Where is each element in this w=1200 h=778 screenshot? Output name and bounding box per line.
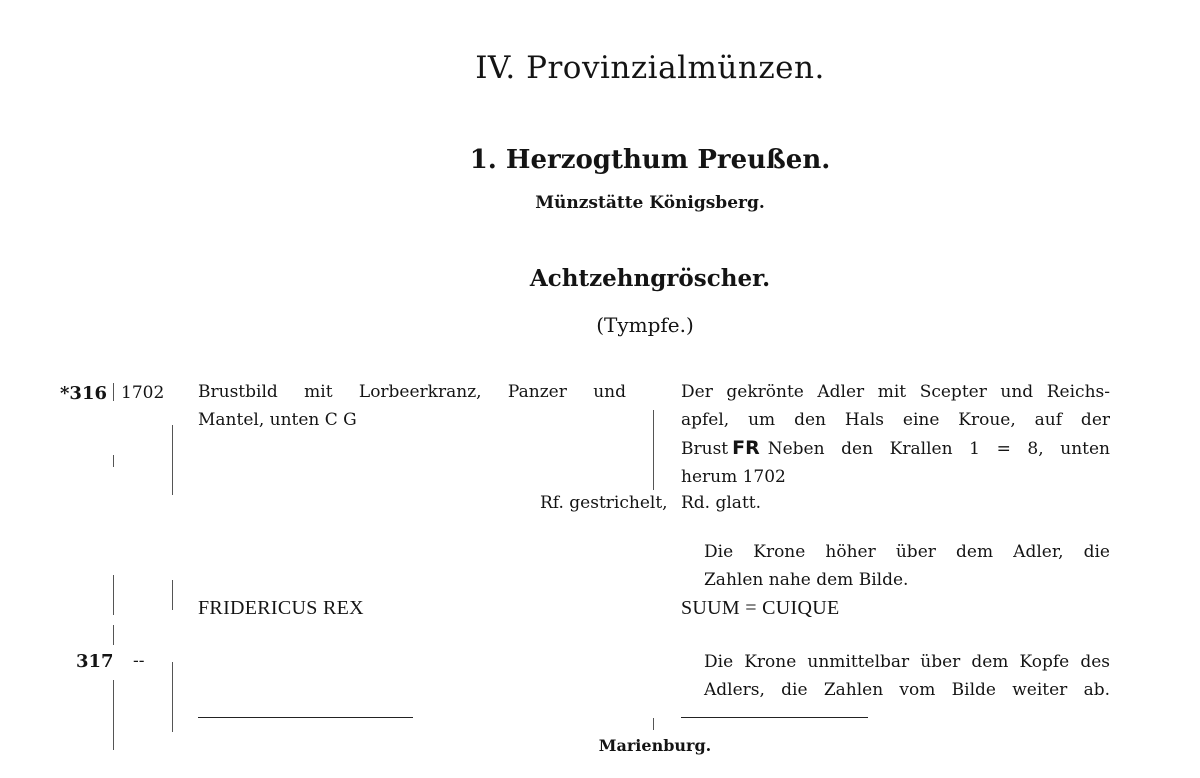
reverse-line: Adlers, die Zahlen vom Bilde weiter ab. [704, 680, 1110, 700]
column-divider [172, 425, 173, 495]
variant-note-line: Zahlen nahe dem Bilde. [704, 570, 909, 590]
reverse-legend: SUUM = CUIQUE [681, 597, 840, 619]
section-title: IV. Provinzialmünzen. [475, 50, 825, 86]
mint-label: Münzstätte Königsberg. [535, 193, 765, 213]
column-divider [653, 410, 654, 490]
coin-heading: Achtzehngröscher. [529, 265, 771, 292]
obverse-legend: FRIDERICUS REX [198, 597, 364, 619]
column-divider [113, 575, 114, 615]
closing-rule-left [198, 717, 413, 718]
next-mint-label: Marienburg. [598, 736, 712, 755]
fr-monogram: FR [732, 437, 760, 459]
column-divider [653, 718, 654, 730]
entry-316-reverse [681, 378, 1110, 491]
entry-317-reverse [704, 648, 1110, 704]
column-divider [113, 455, 114, 467]
reverse-line-end: Neben den Krallen 1 = 8, unten [767, 439, 1110, 459]
reverse-line: herum 1702 [681, 467, 786, 487]
column-divider [113, 680, 114, 750]
edge-note-right: Rd. glatt. [681, 493, 762, 513]
entry-317-year-placeholder: -- [133, 651, 145, 671]
reverse-line-start: Brust [681, 439, 729, 459]
subsection-title: 1. Herzogthum Preußen. [469, 145, 831, 175]
variant-note [704, 538, 1110, 594]
obverse-line: Mantel, unten C G [198, 410, 357, 430]
closing-rule-right [681, 717, 868, 718]
reverse-line: Der gekrönte Adler mit Scepter und Reichs- [681, 382, 1110, 402]
column-divider [113, 383, 114, 401]
entry-316-number: *316 [60, 383, 107, 404]
entry-316-obverse [198, 378, 626, 434]
entry-317-number: 317 [76, 651, 114, 672]
variant-note-line: Die Krone höher über dem Adler, die [704, 542, 1110, 562]
column-divider [172, 662, 173, 732]
reverse-line: Die Krone unmittelbar über dem Kopfe des [704, 652, 1110, 672]
reverse-line: apfel, um den Hals eine Kroue, auf der [681, 410, 1110, 430]
edge-note-left: Rf. gestrichelt, [540, 493, 668, 513]
column-divider [113, 625, 114, 645]
entry-316-year: 1702 [121, 383, 165, 403]
coin-alt-name: (Tympfe.) [596, 313, 694, 337]
obverse-line: Brustbild mit Lorbeerkranz, Panzer und [198, 382, 626, 402]
column-divider [172, 580, 173, 610]
reverse-line [681, 434, 1110, 463]
